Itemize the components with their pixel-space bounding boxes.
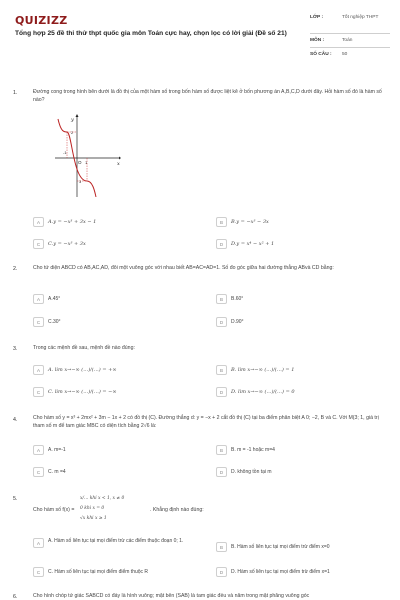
question-number: 4. <box>13 417 18 423</box>
option-d[interactable] <box>216 386 386 398</box>
option-letter: A <box>33 217 44 227</box>
meta-row-count <box>310 48 390 61</box>
meta-label: LỚP : <box>310 15 324 20</box>
tick-label: 2 <box>71 130 74 135</box>
question-number: 3. <box>13 346 18 352</box>
option-text: D.y = x⁴ − x² + 1 <box>231 240 275 247</box>
option-c[interactable] <box>33 466 203 478</box>
option-text: B. Hàm số liên tục tại mọi điểm trừ điểm x=0 <box>231 543 330 550</box>
option-a[interactable] <box>33 293 203 305</box>
option-a[interactable] <box>33 216 203 228</box>
option-text: D.90° <box>231 318 244 325</box>
option-letter: C <box>33 317 44 327</box>
option-b[interactable] <box>216 444 386 456</box>
option-letter: B <box>216 542 227 552</box>
option-letter: C <box>33 387 44 397</box>
meta-value: Tốt nghiệp THPT <box>342 15 379 20</box>
option-b[interactable] <box>216 364 386 376</box>
option-letter: D <box>216 239 227 249</box>
option-c[interactable] <box>33 316 203 328</box>
option-text: B. lim x→−∞ (…)/(…) = 1 <box>231 366 295 373</box>
tick-label: 3 <box>79 179 82 184</box>
option-text: D. Hàm số liên tục tại mọi điểm trừ điểm x=1 <box>231 568 330 575</box>
origin-label: O <box>78 160 82 165</box>
option-d[interactable] <box>216 566 386 578</box>
option-a[interactable] <box>33 538 203 556</box>
question-number: 5. <box>13 496 18 502</box>
question-text: Cho hàm số y = x³ + 2mx² + 3m − 1x + 2 có đồ thị (C). Đường thẳng d: y = −x + 2 cắt đồ thị (C) tại ba điểm phân biệt A 0; −2, B và C. Với M(3; 1, giá trị tham số m để tam giác MBC có diện tích bằng 2√6 là: <box>33 415 379 429</box>
function-graph <box>55 113 121 197</box>
x-axis-label: x <box>117 161 120 167</box>
option-text: C.y = −x³ + 3x <box>48 240 86 247</box>
option-text: D. lim x→−∞ (…)/(…) = 0 <box>231 388 295 395</box>
option-text: C.30° <box>48 318 61 325</box>
option-text: C. lim x→−∞ (…)/(…) = −∞ <box>48 388 117 395</box>
meta-row-subject <box>310 34 390 48</box>
option-letter: C <box>33 239 44 249</box>
meta-value: 50 <box>342 52 348 57</box>
option-text: A.y = −x³ + 3x − 1 <box>48 218 97 225</box>
question-number: 6. <box>13 594 18 600</box>
option-c[interactable] <box>33 386 203 398</box>
option-b[interactable] <box>216 293 386 305</box>
option-a[interactable] <box>33 444 203 456</box>
option-d[interactable] <box>216 238 386 250</box>
piecewise-case-2: 0 khi x = 0 <box>80 506 105 511</box>
option-text: C. m =4 <box>48 468 66 475</box>
piecewise-case-3: √x khi x ≥ 1 <box>80 516 107 521</box>
option-text: D. không tồn tại m <box>231 468 272 475</box>
option-letter: B <box>216 294 227 304</box>
meta-label: SỐ CÂU : <box>310 52 332 57</box>
quizizz-logo: QUIZIZZ <box>15 14 68 27</box>
question-text: Cho hàm số f(x) = <box>33 507 75 513</box>
option-letter: A <box>33 445 44 455</box>
question-text: Cho tứ diện ABCD có AB,AC,AD, đôi một vuông góc với nhau biết AB=AC=AD=1. Số đo góc giữa hai đường thẳng ABvà CD bằng: <box>33 265 334 271</box>
piecewise-case-1: x/… khi x < 1, x ≠ 0 <box>80 496 125 501</box>
meta-row-class <box>310 12 390 34</box>
option-letter: B <box>216 365 227 375</box>
option-letter: B <box>216 445 227 455</box>
option-b[interactable] <box>216 541 386 553</box>
option-text: B. m = -1 hoặc m=4 <box>231 446 275 453</box>
option-letter: D <box>216 467 227 477</box>
option-text: A. m=-1 <box>48 446 66 453</box>
x-axis-arrow <box>119 157 121 160</box>
tick-label: 1 <box>85 160 88 165</box>
question-text: Cho hình chóp tứ giác SABCD có đáy là hình vuông; mặt bên (SAB) là tam giác đều và nằm trong mặt phẳng vuông góc <box>33 593 310 599</box>
y-axis-arrow <box>76 114 79 117</box>
option-text: B.60° <box>231 295 244 302</box>
document-title: Tổng hợp 25 đề thi thử thpt quốc gia môn Toán cực hay, chọn lọc có lời giải (Đề số 21) <box>15 30 287 37</box>
y-axis-label: y <box>71 117 74 123</box>
option-text: B.y = −x³ − 3x <box>231 218 269 225</box>
option-letter: A <box>33 365 44 375</box>
option-letter: C <box>33 467 44 477</box>
option-text: A. lim x→−∞ (…)/(…) = +∞ <box>48 366 117 373</box>
worksheet-header <box>0 0 400 72</box>
question-number: 2. <box>13 266 18 272</box>
tick-label: -1 <box>63 150 67 155</box>
question-text: . Khẳng định nào đúng: <box>150 507 204 513</box>
option-letter: C <box>33 567 44 577</box>
question-text: Trong các mệnh đề sau, mệnh đề nào đúng: <box>33 345 135 351</box>
option-letter: A <box>33 538 44 548</box>
option-a[interactable] <box>33 364 203 376</box>
option-letter: D <box>216 567 227 577</box>
option-letter: D <box>216 387 227 397</box>
option-c[interactable] <box>33 566 203 578</box>
option-b[interactable] <box>216 216 386 228</box>
question-text: Đường cong trong hình bên dưới là đồ thị của một hàm số trong bốn hàm số được liệt kê ở bốn phương án A,B,C,D dưới đây. Hỏi hàm số đó là hàm số nào? <box>33 89 382 103</box>
option-letter: A <box>33 294 44 304</box>
meta-label: MÔN : <box>310 38 325 43</box>
option-letter: B <box>216 217 227 227</box>
option-d[interactable] <box>216 466 386 478</box>
meta-value: Toán <box>342 38 353 43</box>
option-c[interactable] <box>33 238 203 250</box>
option-text: A.45° <box>48 295 61 302</box>
meta-table <box>310 12 390 61</box>
question-number: 1. <box>13 90 18 96</box>
option-text: A. Hàm số liên tục tại mọi điểm trừ các điểm thuộc đoạn 0; 1. <box>48 538 184 544</box>
option-d[interactable] <box>216 316 386 328</box>
option-text: C. Hàm số liên tục tại mọi điểm điểm thuộc R <box>48 568 149 575</box>
option-letter: D <box>216 317 227 327</box>
